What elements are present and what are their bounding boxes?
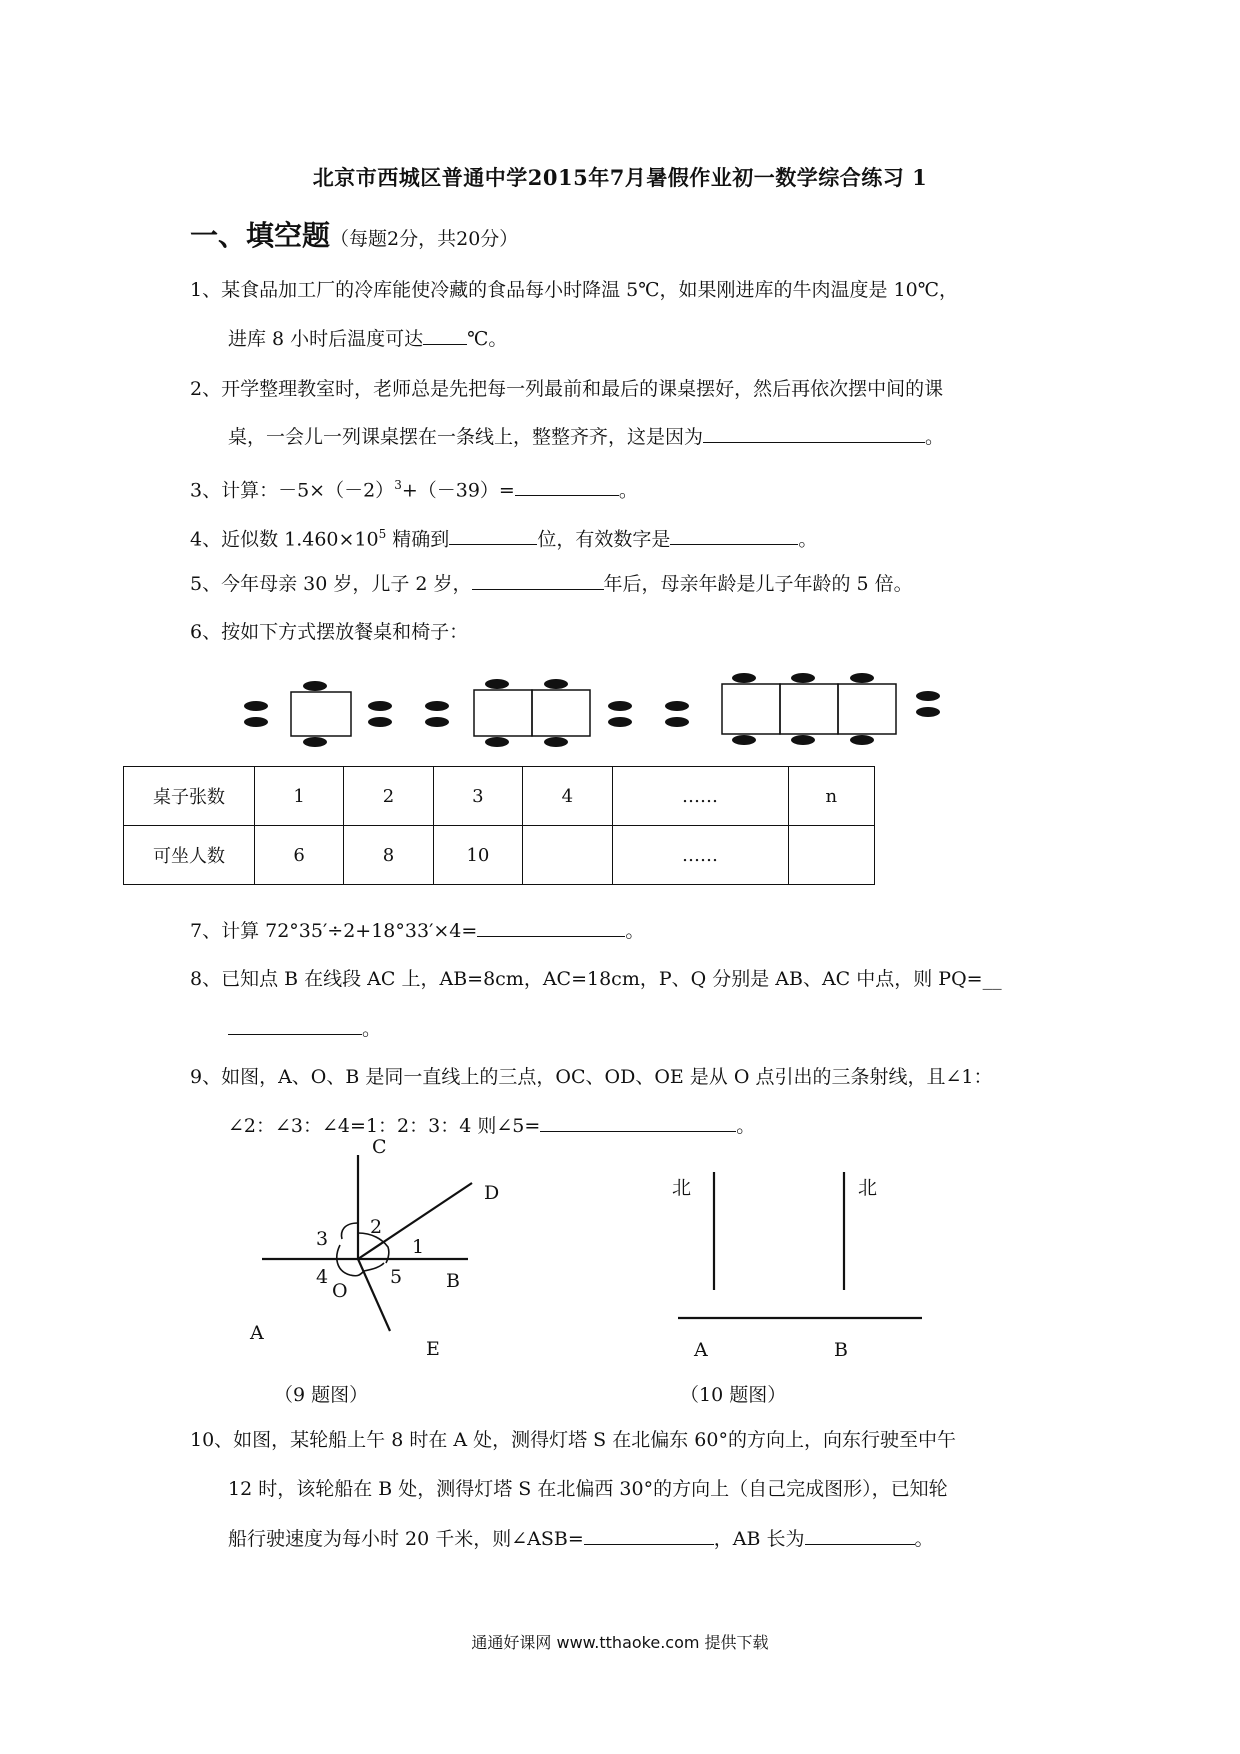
q9-text: ∠2：∠3：∠4=1：2：3：4 则∠5= — [228, 1115, 541, 1137]
table-row — [124, 826, 875, 885]
label-angle-4: 4 — [316, 1266, 329, 1288]
q9-answer-blank[interactable] — [540, 1113, 736, 1132]
q4-exponent: 5 — [378, 527, 387, 541]
ray-OE — [358, 1259, 390, 1331]
label-A: A — [694, 1339, 708, 1361]
q3-text-a: 3、计算：－5×（－2） — [190, 479, 395, 502]
q2-line1: 2、开学整理教室时，老师总是先把每一列最前和最后的课桌摆好，然后再依次摆中间的课 — [190, 378, 944, 400]
label-angle-5: 5 — [390, 1266, 403, 1288]
q5-line — [190, 571, 913, 596]
q4-text-a: 4、近似数 1.460×10 — [190, 528, 379, 551]
q1-text: 进库 8 小时后温度可达 — [228, 328, 424, 350]
q10-end: 。 — [914, 1528, 934, 1550]
table-row — [124, 767, 875, 826]
q4-answer-blank-2[interactable] — [670, 526, 798, 545]
q8-end: 。 — [362, 1018, 382, 1040]
q1-answer-blank[interactable] — [423, 326, 467, 345]
q10-answer-blank-1[interactable] — [584, 1526, 714, 1545]
q1-unit: ℃。 — [467, 328, 508, 350]
q2-line2 — [228, 424, 944, 449]
q2-end: 。 — [925, 426, 945, 448]
q7-end: 。 — [625, 920, 645, 942]
label-D: D — [484, 1182, 500, 1204]
q2-answer-blank[interactable] — [703, 424, 925, 443]
q10-line3 — [228, 1526, 934, 1551]
q9-end: 。 — [736, 1115, 756, 1137]
table-cell: 6 — [255, 826, 344, 885]
table-cell-answer[interactable] — [523, 826, 612, 885]
q10-line1: 10、如图，某轮船上午 8 时在 A 处，测得灯塔 S 在北偏东 60°的方向上，向东行驶至中午 — [190, 1429, 956, 1451]
q10-text-b: ，AB 长为 — [713, 1528, 805, 1550]
q8-line1: 8、已知点 B 在线段 AC 上，AB=8cm，AC=18cm，P、Q 分别是 AB、AC 中点，则 PQ=__ — [190, 968, 1002, 990]
table-cell: 2 — [344, 767, 433, 826]
label-angle-1: 1 — [412, 1236, 425, 1258]
table-cell: 10 — [433, 826, 523, 885]
figure-10 — [660, 1160, 940, 1380]
section-note: （每题2分，共20分） — [330, 228, 519, 250]
table-cell: 桌子张数 — [124, 767, 255, 826]
q3-answer-blank[interactable] — [515, 477, 619, 496]
figure-9-caption: （9 题图） — [274, 1384, 369, 1406]
section-title: 一、填空题 — [190, 219, 331, 252]
q3-line — [190, 473, 638, 502]
q8-answer-blank[interactable] — [228, 1016, 362, 1035]
q7-answer-blank[interactable] — [477, 918, 625, 937]
table-cell: …… — [612, 826, 788, 885]
table-cell: 可坐人数 — [124, 826, 255, 885]
q3-text-b: +（－39）= — [401, 479, 515, 502]
table-cell: …… — [612, 767, 788, 826]
q3-exponent: 3 — [394, 478, 402, 492]
q5-answer-blank[interactable] — [472, 571, 604, 590]
q7-line — [190, 918, 644, 943]
table-cell: 3 — [433, 767, 523, 826]
section-heading — [190, 214, 518, 254]
q6-line: 6、按如下方式摆放餐桌和椅子： — [190, 621, 469, 643]
label-A: A — [250, 1322, 264, 1344]
q8-line2 — [228, 1016, 381, 1041]
label-angle-3: 3 — [316, 1228, 329, 1250]
q10-answer-blank-2[interactable] — [805, 1526, 915, 1545]
q2-text: 桌，一会儿一列课桌摆在一条线上，整整齐齐，这是因为 — [228, 426, 704, 448]
q9-line1: 9、如图，A、O、B 是同一直线上的三点，OC、OD、OE 是从 O 点引出的三条射线，且∠1： — [190, 1066, 993, 1088]
q10-text-a: 船行驶速度为每小时 20 千米，则∠ASB= — [228, 1528, 584, 1550]
label-C: C — [372, 1136, 387, 1158]
q5-text-a: 5、今年母亲 30 岁，儿子 2 岁， — [190, 573, 472, 595]
q1-line2 — [228, 326, 507, 351]
q1-line1: 1、某食品加工厂的冷库能使冷藏的食品每小时降温 5℃，如果刚进库的牛肉温度是 10℃， — [190, 279, 958, 301]
q4-answer-blank-1[interactable] — [449, 526, 537, 545]
label-north-left: 北 — [672, 1177, 692, 1199]
label-E: E — [426, 1338, 440, 1360]
q4-text-c: 位，有效数字是 — [537, 528, 671, 551]
label-north-right: 北 — [858, 1177, 878, 1199]
q5-text-b: 年后，母亲年龄是儿子年龄的 5 倍。 — [603, 573, 913, 595]
table-cell: 4 — [523, 767, 612, 826]
label-angle-2: 2 — [370, 1216, 383, 1238]
figure-10-caption: （10 题图） — [680, 1384, 787, 1406]
label-B: B — [446, 1270, 460, 1292]
table-cell: 1 — [255, 767, 344, 826]
q3-end: 。 — [618, 479, 638, 502]
label-B: B — [834, 1339, 848, 1361]
q4-end: 。 — [798, 528, 818, 551]
seating-table — [123, 766, 875, 885]
page-title: 北京市西城区普通中学2015年7月暑假作业初一数学综合练习 1 — [312, 165, 928, 190]
q7-text: 7、计算 72°35′÷2+18°33′×4= — [190, 920, 478, 942]
q10-line2: 12 时，该轮船在 B 处，测得灯塔 S 在北偏西 30°的方向上（自己完成图形），已知轮 — [228, 1478, 948, 1500]
q4-line — [190, 522, 817, 551]
figure-9 — [240, 1135, 540, 1360]
table-cell: n — [788, 767, 874, 826]
label-O: O — [332, 1280, 348, 1302]
page-footer: 通通好课网 www.tthaoke.com 提供下载 — [471, 1633, 769, 1652]
table-chair-diagram — [0, 670, 1240, 750]
table-cell-answer[interactable] — [788, 826, 874, 885]
q4-text-b: 精确到 — [386, 528, 450, 551]
table-cell: 8 — [344, 826, 433, 885]
